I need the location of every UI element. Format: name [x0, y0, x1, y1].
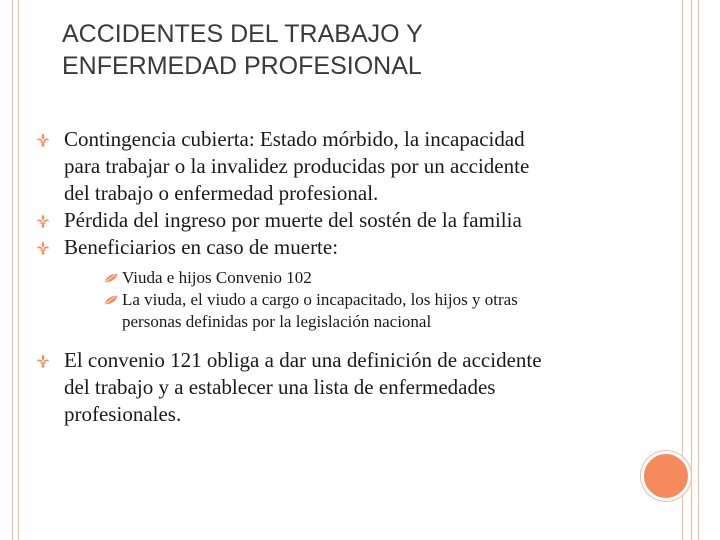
bullet-list: [36, 126, 626, 428]
leaf-icon: [104, 295, 118, 305]
bullet-line: del trabajo y a establecer una lista de enfermedades: [64, 375, 496, 399]
sub-bullet-item-viuda: [92, 267, 626, 289]
bullet-item-beneficiarios: [36, 234, 626, 347]
bullet-item-convenio-121: [36, 347, 626, 428]
sub-bullet-list: [64, 267, 626, 333]
sub-bullet-line: La viuda, el viudo a cargo o incapacitado, los hijos y otras: [122, 290, 518, 309]
bullet-line: profesionales.: [64, 402, 182, 426]
fleur-de-lis-icon: [36, 133, 50, 147]
decorative-circle: [641, 451, 691, 501]
slide-title: [62, 18, 642, 82]
sub-bullet-item-la-viuda: [92, 289, 626, 333]
bullet-line: para trabajar o la invalidez producidas por un accidente: [64, 154, 530, 178]
spacer: [64, 333, 626, 347]
fleur-de-lis-icon: [36, 214, 50, 228]
bullet-text: Beneficiarios en caso de muerte:: [64, 235, 339, 259]
fleur-de-lis-icon: [36, 241, 50, 255]
bullet-text: Pérdida del ingreso por muerte del sostén de la familia: [64, 208, 522, 232]
fleur-de-lis-icon: [36, 354, 50, 368]
slide-border-right-3: [698, 0, 699, 540]
bullet-item-contingencia: [36, 126, 626, 207]
slide-title-line-1: ACCIDENTES DEL TRABAJO Y: [62, 20, 423, 48]
bullet-line: El convenio 121 obliga a dar una definición de accidente: [64, 348, 542, 372]
sub-bullet-line: personas definidas por la legislación nacional: [122, 312, 432, 331]
slide-border-left-2: [18, 0, 19, 540]
bullet-line: del trabajo o enfermedad profesional.: [64, 181, 379, 205]
bullet-item-perdida-ingreso: [36, 207, 626, 234]
slide-title-line-2: ENFERMEDAD PROFESIONAL: [62, 52, 422, 80]
leaf-icon: [104, 273, 118, 283]
bullet-line: Contingencia cubierta: Estado mórbido, la incapacidad: [64, 127, 525, 151]
sub-bullet-text: Viuda e hijos Convenio 102: [122, 268, 312, 287]
slide-border-right-2: [691, 0, 692, 540]
slide-border-left-1: [12, 0, 13, 540]
